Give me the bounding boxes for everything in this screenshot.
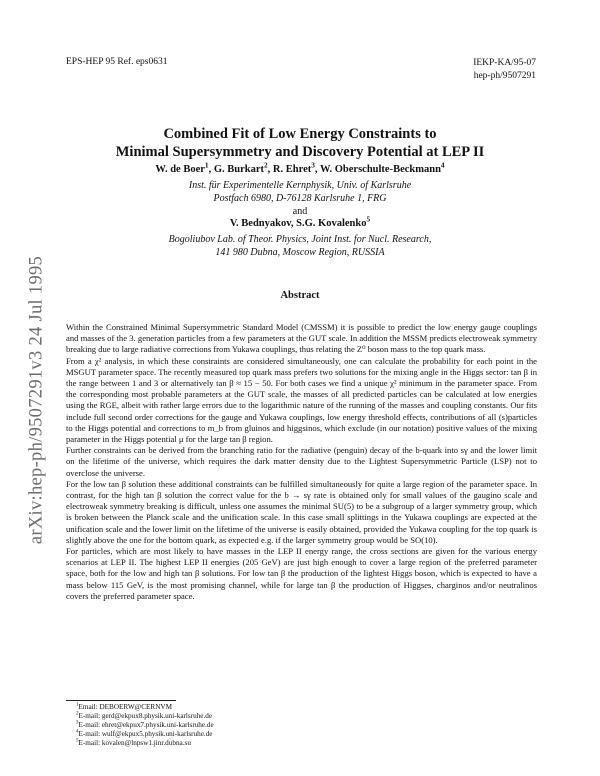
report-numbers — [473, 57, 536, 83]
author-name: R. Ehret — [272, 164, 312, 175]
abstract-paragraph: For particles, which are most likely to have masses in the LEP II energy range, the cross sections are given for the various energy scenarios at LEP II. The highest LEP II energies (205 GeV) are just high enough to cover a large region of the preferred parameter space, both for the low and high tan β solutions. For low tan β the production of the lightest Higgs boson, which is expected to have a mass below 115 GeV, is the most promising channel, while for large tan β the production of Higgses, charginos and/or neutralinos covers the preferred parameter space. — [66, 546, 537, 601]
and-separator: and — [292, 206, 308, 217]
paper-title — [60, 125, 540, 161]
abstract-body — [66, 322, 537, 602]
affiliation-line: Inst. für Experimentelle Kernphysik, Univ. of Karlsruhe — [188, 180, 412, 191]
footnote-mark: 2 — [76, 711, 79, 717]
footnote-mark: 1 — [204, 160, 209, 170]
footnote — [76, 703, 214, 712]
footnote — [76, 712, 214, 721]
author-name: W. Oberschulte-Beckmann — [319, 164, 441, 175]
author-list-1: W. de Boer$^1$, G. Burkart$^2$, R. Ehret$^3$, W. Oberschulte-Beckmann$^4$ — [155, 160, 445, 175]
report-number: IEKP-KA/95-07 — [473, 58, 536, 68]
affiliation-line: 141 980 Dubna, Moscow Region, RUSSIA — [215, 246, 385, 258]
abstract-paragraph: Within the Constrained Minimal Supersymmetric Standard Model (CMSSM) it is possible to predict the low energy gauge couplings and masses of the 3. generation particles from a few parameters at the GUT scale. In addition the MSSM predicts electroweak symmetry breaking due to large radiative corrections from Yukawa couplings, thus relating the Z⁰ boson mass to the top quark mass. — [66, 322, 537, 355]
author-name: W. de Boer — [155, 164, 205, 175]
footnote-mark: 2 — [264, 160, 268, 170]
footnote-text: E-mail: wulf@ekpux5.physik.uni-karlsruhe.de — [78, 730, 213, 739]
affiliation-line: Postfach 6980, D-76128 Karlsruhe 1, FRG — [213, 192, 387, 204]
footnote-text: E-mail: ehret@ekpux7.physik.uni-karlsruhe.de — [78, 721, 214, 730]
footnote-mark: 3 — [76, 720, 79, 726]
footnote — [76, 730, 214, 739]
footnote-mark: 3 — [311, 160, 315, 170]
footnote-text: E-mail: gerd@ekpux8.physik.uni-karlsruhe.de — [78, 712, 213, 721]
footnote-text: Email: DEBOERW@CERNVM — [78, 703, 172, 711]
footnote-divider — [66, 700, 176, 701]
footnotes — [76, 703, 214, 748]
author-name: S.G. Kovalenko — [296, 218, 367, 229]
footnote-mark: 5 — [366, 214, 371, 224]
footnote — [76, 721, 214, 730]
footnote — [76, 739, 214, 748]
footnote-mark: 1 — [76, 702, 79, 708]
title-line-2: Minimal Supersymmetry and Discovery Potential at LEP II — [115, 144, 485, 160]
author-list-2: V. Bednyakov, S.G. Kovalenko$^5$ — [229, 214, 371, 229]
footnote-mark: 5 — [76, 738, 79, 744]
title-line-1: Combined Fit of Low Energy Constraints to — [163, 126, 437, 142]
abstract-paragraph: Further constraints can be derived from the branching ratio for the radiative (penguin) decay of the b-quark into sγ and the lower limit on the lifetime of the universe, which requires the dark matter density due to the Lightest Supersymmetric Particle (LSP) not to overclose the universe. — [66, 445, 537, 478]
footnote-mark: 4 — [76, 729, 79, 735]
abstract-paragraph: From a χ² analysis, in which these constraints are considered simultaneously, one can calculate the probability for each point in the MSGUT parameter space. The recently measured top quark mass prefers two solutions for the mixing angle in the Higgs sector: tan β in the range between 1 and 3 or alternatively tan β ≈ 15 − 50. For both cases we find a unique χ² minimum in the parameter space. From the corresponding most probable parameters at the GUT scale, the masses of all predicted particles can be calculated at low energies using the RGE, albeit with rather large errors due to the logarithmic nature of the running of the masses and coupling constants. Our fits include full second order corrections for the gauge and Yukawa couplings, low energy threshold effects, contributions of all (s)particles to the Higgs potential and corrections to m_b from gluinos and higgsinos, which exclude (in our notation) positive values of the mixing parameter in the Higgs potential μ for the large tan β region. — [66, 355, 537, 445]
footnote-mark: 4 — [440, 160, 445, 170]
preprint-number: hep-ph/9507291 — [473, 71, 536, 81]
author-name: G. Burkart — [213, 164, 264, 175]
author-name: V. Bednyakov — [229, 218, 291, 229]
affiliation-2 — [60, 234, 540, 259]
abstract-heading: Abstract — [280, 290, 320, 301]
abstract-paragraph: For the low tan β solution these additional constraints can be fulfilled simultaneously for quite a large region of the parameter space. In contrast, for the high tan β solution the correct value for the b → sγ rate is obtained only for small values of the gaugino scale and electroweak symmetry breaking is difficult, unless one assumes the minimal SU(5) to be a subgroup of a larger symmetry group, which is broken between the Planck scale and the unification scale. In this case small splittings in the Yukawa couplings are expected at the unification scale and the lower limit on the lifetime of the universe is easily obtained, provided the Yukawa coupling for the top quark is slightly above the one for the bottom quark, as expected e.g. if the larger symmetry group would be SO(10). — [66, 478, 537, 545]
footnote-text: E-mail: kovalen@lnpsw1.jinr.dubna.su — [78, 739, 191, 748]
affiliation-1 — [60, 180, 540, 205]
arxiv-stamp — [22, 210, 52, 590]
arxiv-id: arXiv:hep-ph/9507291v3 24 Jul 1995 — [26, 255, 47, 545]
conference-reference: EPS-HEP 95 Ref. eps0631 — [66, 57, 168, 67]
affiliation-line: Bogoliubov Lab. of Theor. Physics, Joint Inst. for Nucl. Research, — [168, 234, 432, 245]
